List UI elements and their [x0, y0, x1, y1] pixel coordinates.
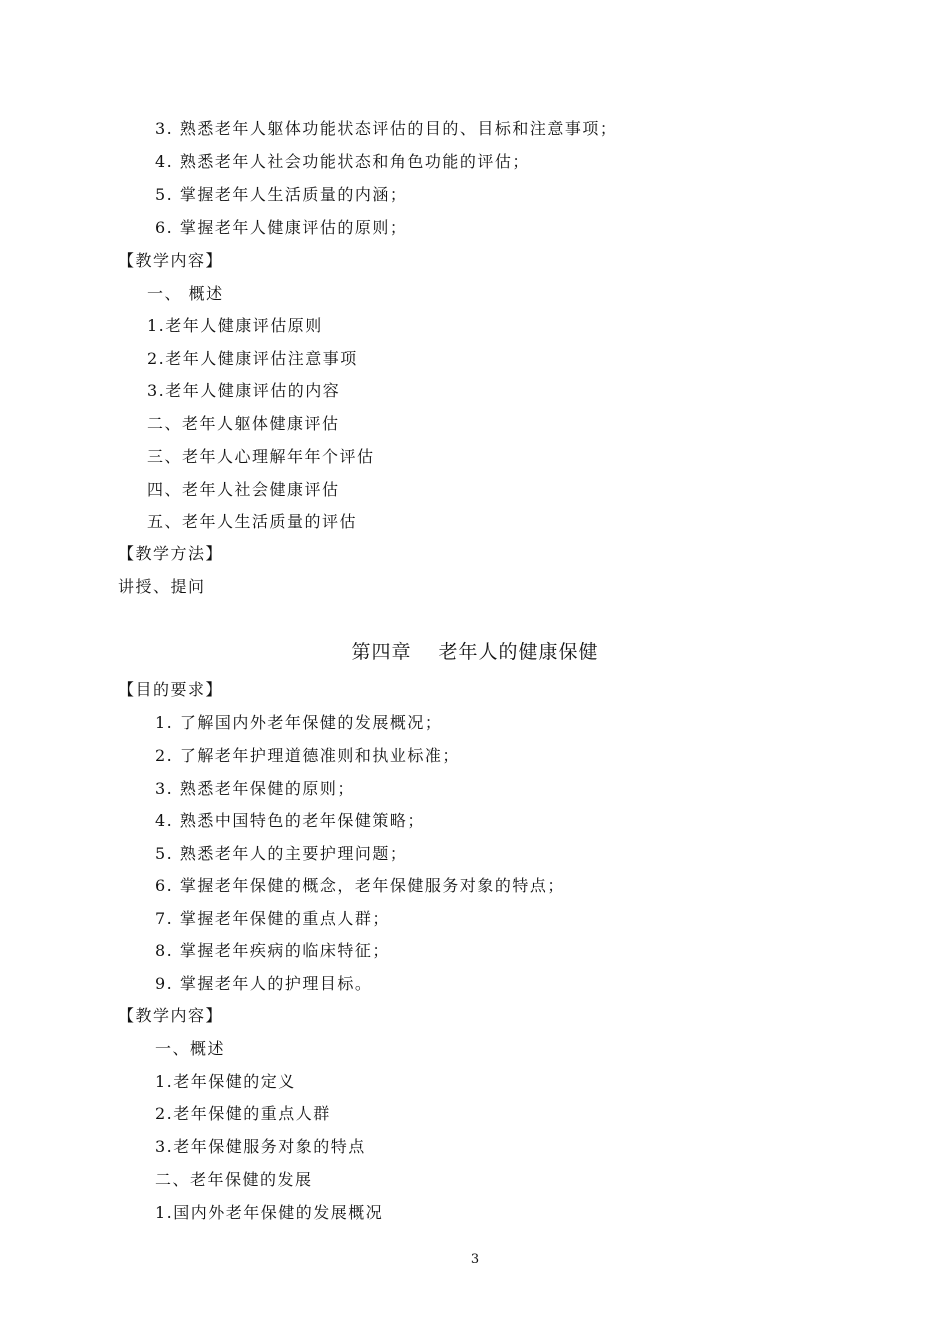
objective-item: 7. 掌握老年保健的重点人群；: [155, 909, 390, 928]
objective-item: 4. 熟悉中国特色的老年保健策略；: [155, 811, 425, 830]
chapter-title: 第四章 老年人的健康保健: [351, 641, 599, 663]
objective-item: 5. 掌握老年人生活质量的内涵；: [155, 185, 408, 204]
content-item: 二、老年人躯体健康评估: [147, 414, 340, 433]
content-item: 1.老年保健的定义: [155, 1072, 296, 1091]
content-item: 2.老年人健康评估注意事项: [147, 349, 358, 368]
objective-item: 2. 了解老年护理道德准则和执业标准；: [155, 746, 460, 765]
content-item: 2.老年保健的重点人群: [155, 1104, 331, 1123]
content-item: 二、老年保健的发展: [155, 1170, 313, 1189]
content-item: 一、 概述: [147, 284, 224, 303]
objective-item: 6. 掌握老年人健康评估的原则；: [155, 218, 408, 237]
content-item: 1.国内外老年保健的发展概况: [155, 1203, 384, 1222]
content-item: 三、老年人心理解年年个评估: [147, 447, 375, 466]
teaching-content-heading: 【教学内容】: [118, 251, 224, 270]
objective-item: 5. 熟悉老年人的主要护理问题；: [155, 844, 408, 863]
objective-item: 9. 掌握老年人的护理目标。: [155, 974, 373, 993]
teaching-content-heading: 【教学内容】: [118, 1006, 224, 1025]
content-item: 3.老年人健康评估的内容: [147, 381, 341, 400]
content-item: 四、老年人社会健康评估: [147, 480, 340, 499]
content-item: 五、老年人生活质量的评估: [147, 512, 358, 531]
objective-item: 6. 掌握老年保健的概念，老年保健服务对象的特点；: [155, 876, 565, 895]
content-item: 3.老年保健服务对象的特点: [155, 1137, 366, 1156]
teaching-method-text: 讲授、提问: [118, 577, 206, 596]
content-item: 一、概述: [155, 1039, 226, 1058]
teaching-method-heading: 【教学方法】: [118, 544, 224, 563]
content-item: 1.老年人健康评估原则: [147, 316, 323, 335]
objective-item: 8. 掌握老年疾病的临床特征；: [155, 941, 390, 960]
page-number: 3: [470, 1252, 480, 1267]
objective-item: 3. 熟悉老年人躯体功能状态评估的目的、目标和注意事项；: [155, 119, 618, 138]
objective-item: 3. 熟悉老年保健的原则；: [155, 779, 355, 798]
objective-item: 1. 了解国内外老年保健的发展概况；: [155, 713, 443, 732]
objective-item: 4. 熟悉老年人社会功能状态和角色功能的评估；: [155, 152, 530, 171]
objectives-heading: 【目的要求】: [118, 680, 224, 699]
